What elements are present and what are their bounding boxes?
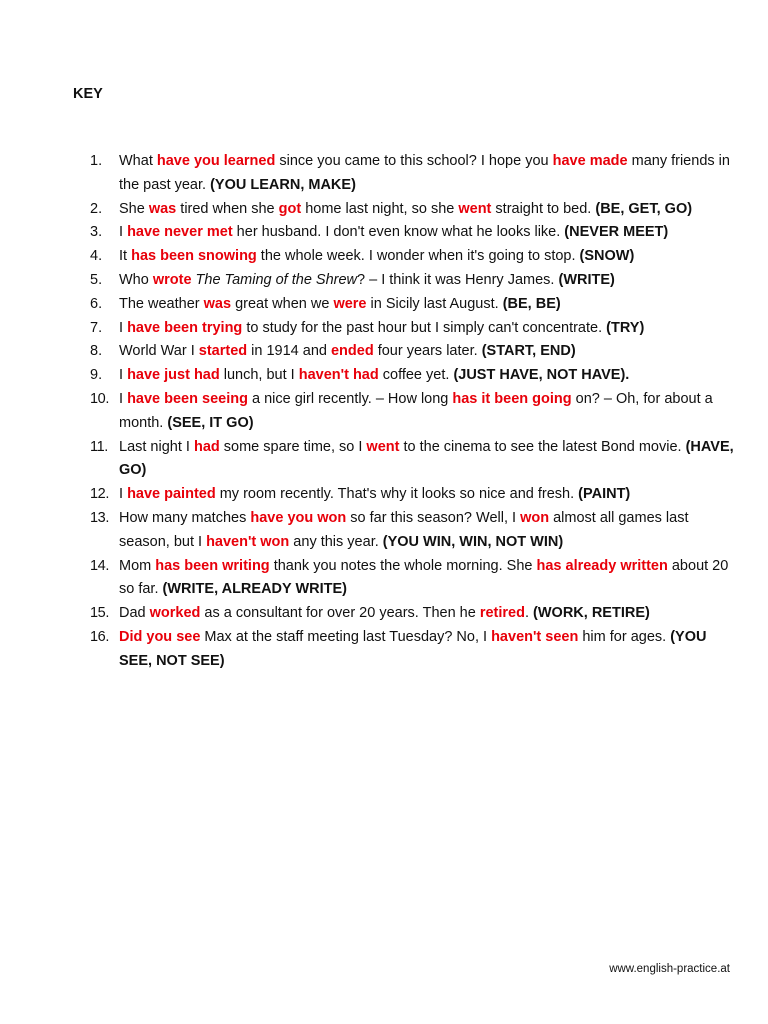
item-number: 14.: [90, 557, 109, 574]
sentence-text: I: [119, 390, 128, 407]
list-item: [90, 317, 740, 341]
answer-text: Did you see: [119, 628, 201, 645]
item-number: 5.: [90, 271, 103, 288]
sentence-text: coffee yet.: [378, 367, 454, 384]
sentence-text: him for ages.: [578, 628, 671, 645]
answer-text: has been writing: [155, 557, 270, 574]
list-item: [90, 150, 740, 198]
sentence-text: home last night, so she: [301, 200, 459, 217]
verb-hint: (HAVE, GO): [119, 438, 734, 479]
answer-text: went: [366, 438, 400, 455]
sentence-text: to the cinema to see the latest Bond movie.: [399, 438, 686, 455]
answer-text: was: [148, 200, 177, 217]
answer-text: wrote: [152, 271, 192, 288]
sentence-text: four years later.: [373, 343, 482, 360]
verb-hint: (NEVER MEET): [564, 224, 669, 241]
verb-hint: (TRY): [606, 319, 645, 336]
verb-hint: (PAINT): [578, 486, 631, 503]
list-item: [90, 436, 740, 484]
list-item: [90, 340, 740, 364]
item-number: 10.: [90, 390, 109, 407]
answer-text: have been trying: [127, 319, 243, 336]
verb-hint: (BE, BE): [502, 295, 561, 312]
verb-hint: (YOU WIN, WIN, NOT WIN): [382, 533, 564, 550]
sentence-text: great when we: [231, 295, 334, 312]
verb-hint: (WRITE, ALREADY WRITE): [162, 581, 347, 598]
answer-text: ended: [330, 343, 374, 360]
sentence-text: since you came to this school? I hope you: [275, 153, 553, 169]
answer-text: had: [193, 438, 220, 455]
sentence-text: Who: [119, 271, 153, 288]
list-item: [90, 388, 740, 436]
item-number: 16.: [90, 628, 109, 645]
sentence-text: I: [119, 319, 128, 336]
answer-text: haven't won: [206, 533, 290, 550]
item-number: 13.: [90, 509, 109, 526]
page-title: KEY: [73, 86, 103, 102]
sentence-text: almost all games last season, but I: [119, 509, 689, 550]
answer-text: got: [278, 200, 302, 217]
item-number: 12.: [90, 486, 109, 503]
list-item: [90, 483, 740, 507]
verb-hint: (YOU LEARN, MAKE): [210, 176, 356, 193]
verb-hint: (SEE, IT GO): [167, 414, 254, 431]
list-item: [90, 221, 740, 245]
answer-text: were: [333, 295, 367, 312]
sentence-text: any this year.: [289, 533, 383, 550]
list-item: [90, 293, 740, 317]
item-number: 6.: [90, 295, 103, 312]
sentence-text: lunch, but I: [219, 367, 299, 384]
list-item: [90, 626, 740, 674]
verb-hint: (WRITE): [558, 271, 615, 288]
sentence-text: her husband. I don't even know what he looks like.: [232, 224, 565, 241]
sentence-text: as a consultant for over 20 years. Then he: [200, 605, 480, 622]
sentence-text: on? – Oh, for about a month.: [119, 390, 713, 431]
list-item: [90, 269, 740, 293]
answer-text: was: [203, 295, 232, 312]
list-item: [90, 198, 740, 222]
sentence-text: Dad: [119, 605, 150, 622]
book-title: The Taming of the Shrew: [195, 271, 358, 288]
sentence-text: Max at the staff meeting last Tuesday? No, I: [200, 628, 492, 645]
answer-text: have you won: [250, 509, 347, 526]
footer-url: www.english-practice.at: [609, 963, 730, 975]
exercise-list: [90, 150, 740, 674]
sentence-text: my room recently. That's why it looks so nice and fresh.: [215, 486, 579, 503]
answer-text: won: [520, 509, 550, 526]
answer-text: have made: [552, 153, 628, 169]
verb-hint: (JUST HAVE, NOT HAVE).: [453, 367, 630, 384]
item-number: 8.: [90, 343, 103, 360]
sentence-text: to study for the past hour but I simply can't concentrate.: [242, 319, 607, 336]
sentence-text: straight to bed.: [491, 200, 596, 217]
answer-text: have you learned: [156, 153, 276, 169]
list-item: [90, 555, 740, 603]
sentence-text: some spare time, so I: [219, 438, 367, 455]
sentence-text: What: [119, 153, 157, 169]
answer-text: started: [198, 343, 248, 360]
verb-hint: (YOU SEE, NOT SEE): [119, 628, 707, 669]
answer-text: retired: [479, 605, 525, 622]
answer-text: has already written: [536, 557, 668, 574]
answer-text: haven't seen: [491, 628, 579, 645]
list-item: [90, 602, 740, 626]
item-number: 15.: [90, 605, 109, 622]
answer-text: haven't had: [298, 367, 379, 384]
answer-text: went: [458, 200, 492, 217]
answer-text: have never met: [127, 224, 233, 241]
sentence-text: in Sicily last August.: [366, 295, 503, 312]
sentence-text: about 20 so far.: [119, 557, 729, 598]
item-number: 2.: [90, 200, 103, 217]
sentence-text: the whole week. I wonder when it's going to stop.: [256, 248, 580, 265]
item-number: 1.: [90, 153, 103, 169]
answer-text: has been snowing: [131, 248, 257, 265]
sentence-text: many friends in the past year.: [119, 153, 730, 193]
sentence-text: thank you notes the whole morning. She: [269, 557, 537, 574]
list-item: [90, 245, 740, 269]
list-item: [90, 364, 740, 388]
answer-text: worked: [149, 605, 201, 622]
answer-text: has it been going: [452, 390, 572, 407]
verb-hint: (START, END): [481, 343, 576, 360]
sentence-text: World War I: [119, 343, 199, 360]
answer-text: have painted: [127, 486, 216, 503]
sentence-text: ? – I think it was Henry James.: [357, 271, 559, 288]
sentence-text: so far this season? Well, I: [346, 509, 521, 526]
item-number: 9.: [90, 367, 103, 384]
sentence-text: Last night I: [119, 438, 194, 455]
item-number: 7.: [90, 319, 103, 336]
sentence-text: in 1914 and: [247, 343, 331, 360]
sentence-text: a nice girl recently. – How long: [247, 390, 453, 407]
sentence-text: I: [119, 367, 128, 384]
sentence-text: The weather: [119, 295, 204, 312]
sentence-text: She: [119, 200, 149, 217]
sentence-text: .: [524, 605, 534, 622]
verb-hint: (BE, GET, GO): [595, 200, 693, 217]
answer-text: have just had: [127, 367, 220, 384]
sentence-text: Mom: [119, 557, 156, 574]
sentence-text: I: [119, 224, 128, 241]
item-number: 3.: [90, 224, 103, 241]
verb-hint: (SNOW): [579, 248, 635, 265]
sentence-text: How many matches: [119, 509, 251, 526]
item-number: 11.: [90, 438, 108, 455]
verb-hint: (WORK, RETIRE): [533, 605, 650, 622]
sentence-text: tired when she: [176, 200, 279, 217]
list-item: [90, 507, 740, 555]
sentence-text: It: [119, 248, 132, 265]
sentence-text: I: [119, 486, 128, 503]
answer-text: have been seeing: [127, 390, 248, 407]
item-number: 4.: [90, 248, 103, 265]
